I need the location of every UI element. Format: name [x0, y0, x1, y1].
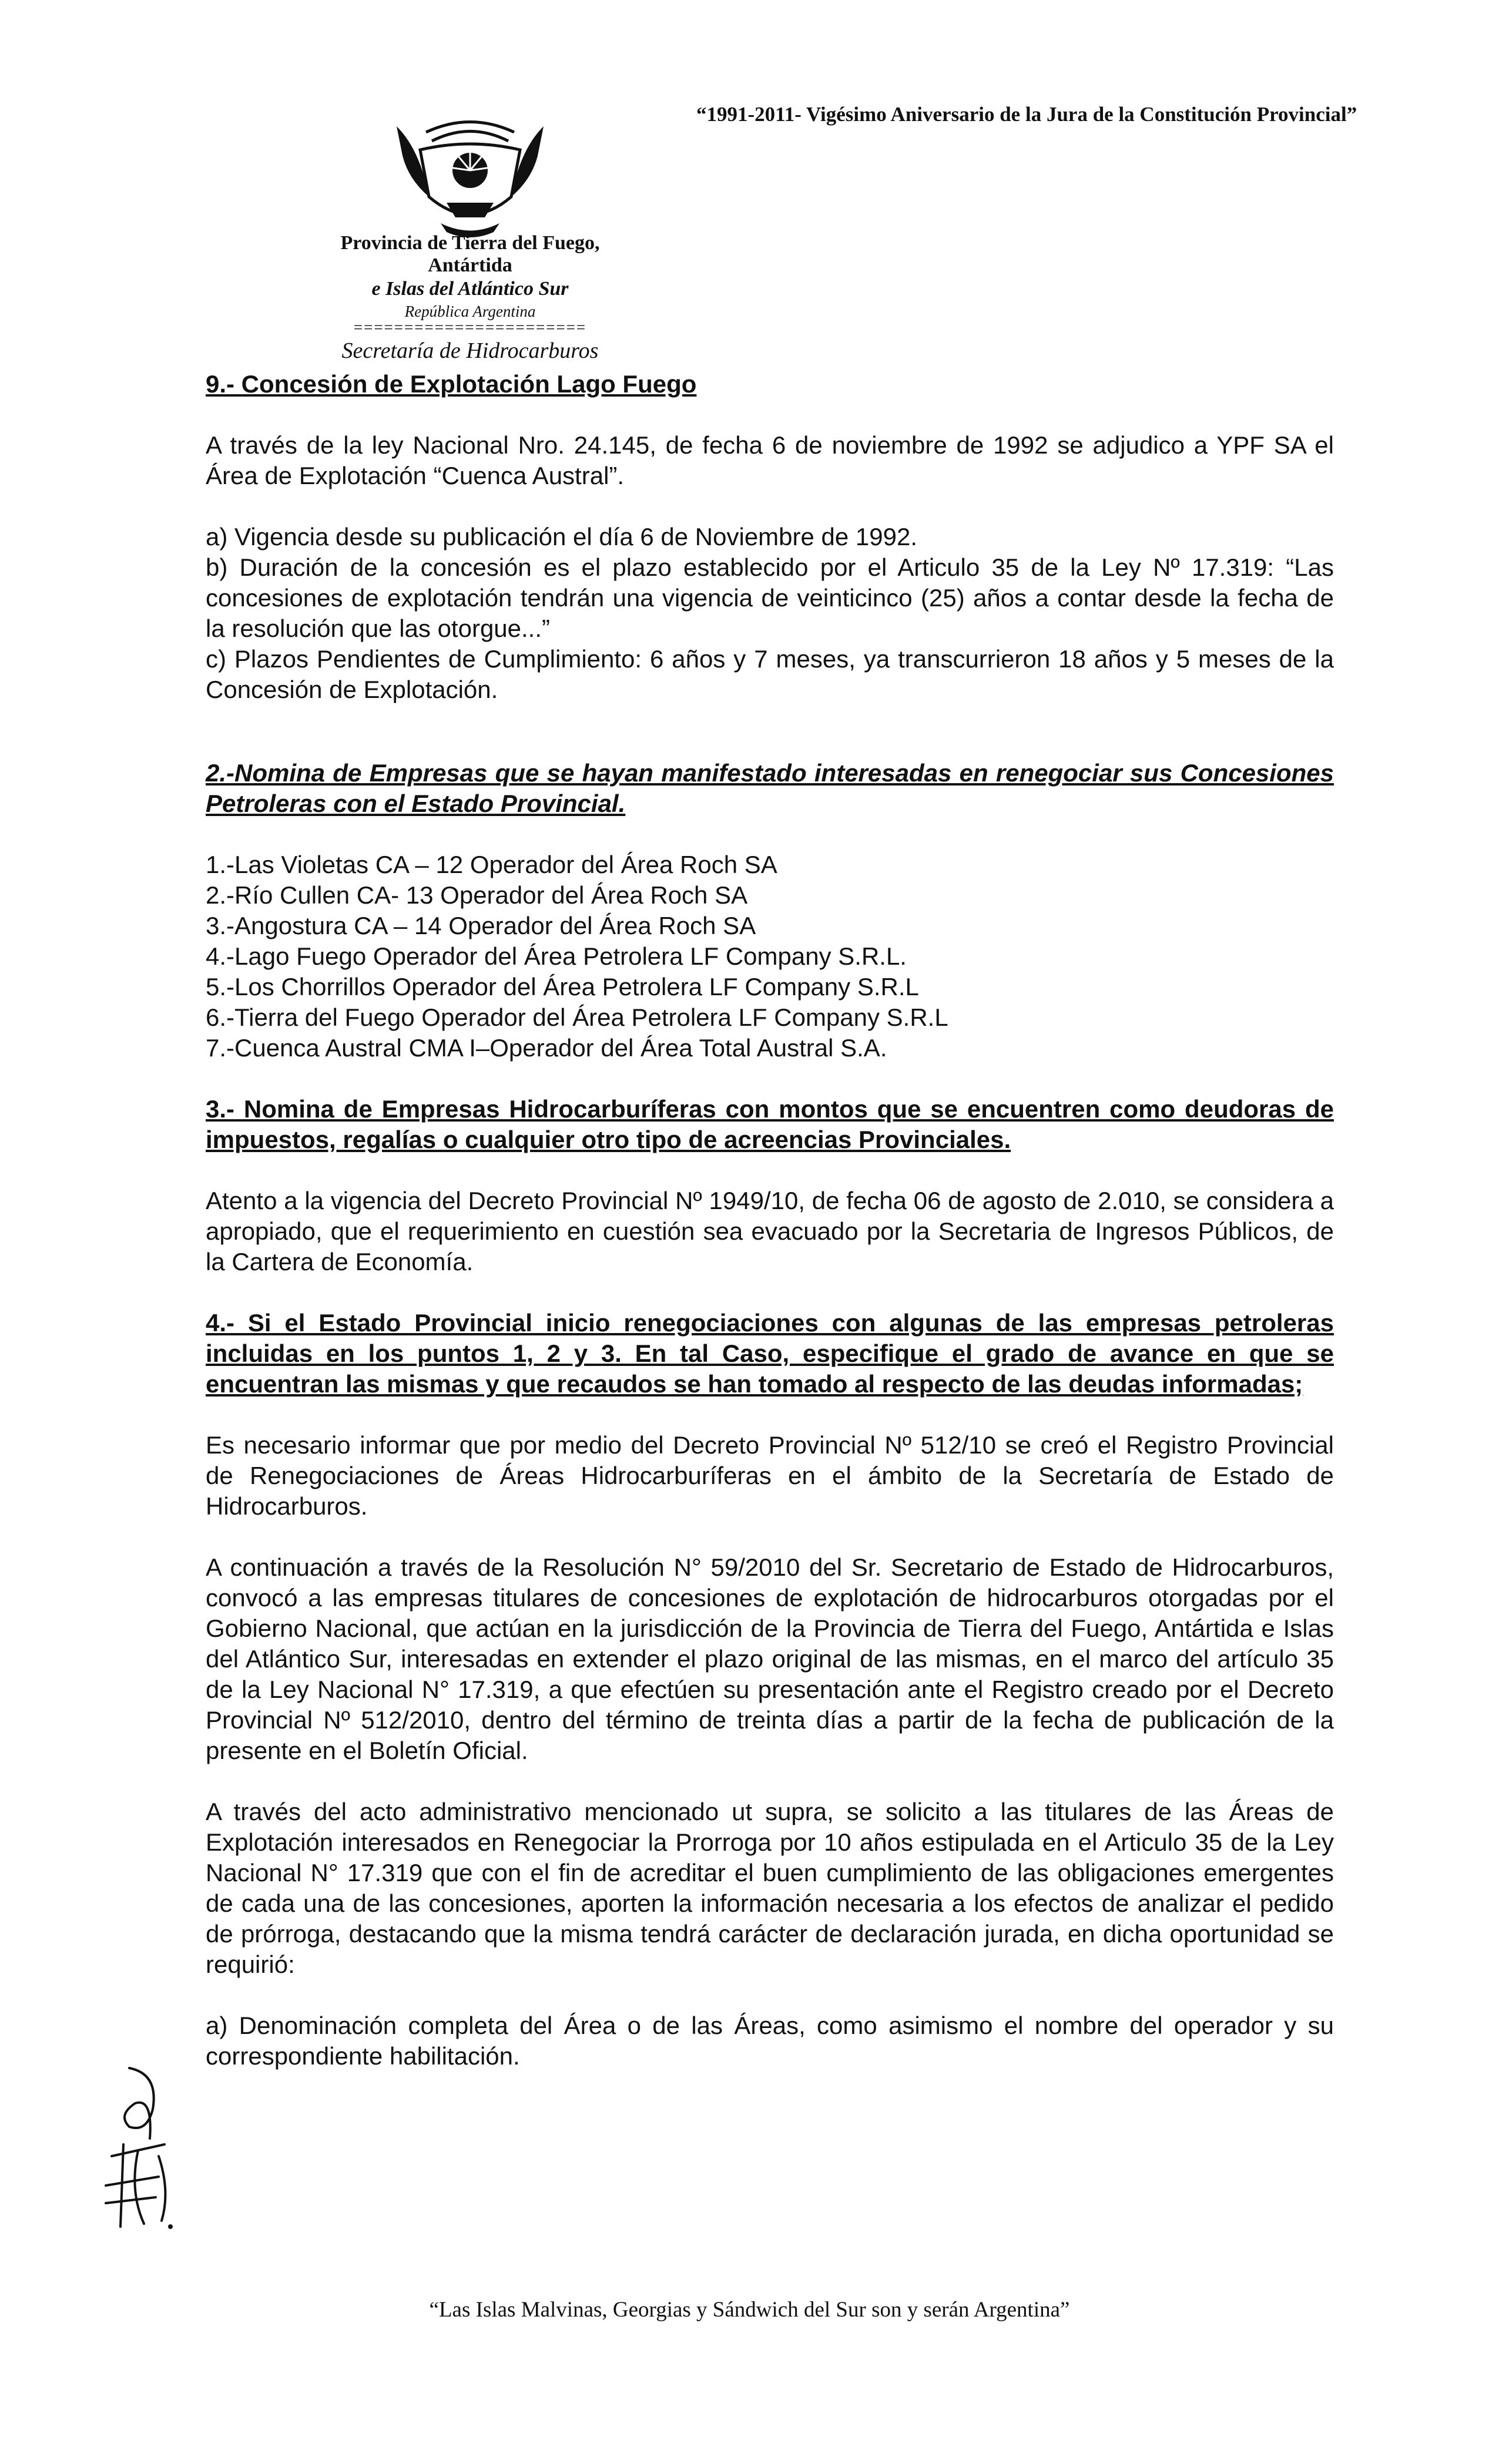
list-item: 1.-Las Violetas CA – 12 Operador del Área Roch SA [206, 851, 777, 878]
letterhead-secretariat: Secretaría de Hidrocarburos [341, 338, 599, 363]
section-3-heading: 3.- Nomina de Empresas Hidrocarburíferas con montos que se encuentren como deudoras de impuestos, regalías o cualquier otro tipo de acreencias Provinciales. [206, 1095, 1334, 1153]
letterhead [306, 232, 635, 364]
section-3-paragraph: Atento a la vigencia del Decreto Provincial Nº 1949/10, de fecha 06 de agosto de 2.010, se considera a apropiado, que el requerimiento en cuestión sea evacuado por la Secretaria de Ingresos Públicos, de la Cartera de Economía. [206, 1187, 1334, 1275]
list-item: 4.-Lago Fuego Operador del Área Petrolera LF Company S.R.L. [206, 942, 907, 970]
handwritten-signature [88, 2056, 176, 2233]
footer-motto: “Las Islas Malvinas, Georgias y Sándwich del Sur son y serán Argentina” [429, 2298, 1070, 2322]
letterhead-province: Provincia de Tierra del Fuego, Antártida [340, 232, 600, 276]
letterhead-country: República Argentina [404, 303, 536, 320]
list-item: 3.-Angostura CA – 14 Operador del Área Roch SA [206, 912, 756, 939]
section-9-paragraph: A través de la ley Nacional Nro. 24.145, de fecha 6 de noviembre de 1992 se adjudico a YPF SA el Área de Explotación “Cuenca Austral”. [206, 431, 1334, 489]
section-4-paragraph-2: A continuación a través de la Resolución N° 59/2010 del Sr. Secretario de Estado de Hidrocarburos, convocó a las empresas titulares de concesiones de explotación de hidrocarburos otorgadas por el Gobierno Nacional, que actúan en la jurisdicción de la Provincia de Tierra del Fuego, Antártida e Islas del Atlántico Sur, interesadas en extender el plazo original de las mismas, en el marco del artículo 35 de la Ley Nacional N° 17.319, a que efectúen su presentación ante el Registro creado por el Decreto Provincial Nº 512/2010, dentro del término de treinta días a partir de la fecha de publicación de la presente en el Boletín Oficial. [206, 1553, 1334, 1764]
list-item: 2.-Río Cullen CA- 13 Operador del Área Roch SA [206, 881, 748, 909]
section-9-item-b: b) Duración de la concesión es el plazo establecido por el Articulo 35 de la Ley Nº 17.319: “Las concesiones de explotación tendrán una vigencia de veinticinco (25) años a contar desde la fecha de la resolución que las otorgue...” [206, 553, 1334, 642]
document-body [206, 369, 1334, 2072]
list-item: 7.-Cuenca Austral CMA I–Operador del Área Total Austral S.A. [206, 1034, 887, 1062]
provincial-seal-icon [385, 115, 555, 241]
section-9-item-a: a) Vigencia desde su publicación el día 6 de Noviembre de 1992. [206, 523, 918, 550]
letterhead-separator: ======================= [353, 318, 587, 336]
section-4-heading: 4.- Si el Estado Provincial inicio renegociaciones con algunas de las empresas petroleras incluidas en los puntos 1, 2 y 3. En tal Caso, especifique el grado de avance en que se encuentran las mismas y que recaudos se han tomado al respecto de las deudas informadas; [206, 1309, 1334, 1398]
section-4-paragraph-1: Es necesario informar que por medio del Decreto Provincial Nº 512/10 se creó el Registro Provincial de Renegociaciones de Áreas Hidrocarburíferas en el ámbito de la Secretaría de Estado de Hidrocarburos. [206, 1431, 1334, 1520]
list-item: 5.-Los Chorrillos Operador del Área Petrolera LF Company S.R.L [206, 973, 919, 1001]
section-9-item-c: c) Plazos Pendientes de Cumplimiento: 6 años y 7 meses, ya transcurrieron 18 años y 5 meses de la Concesión de Explotación. [206, 645, 1334, 703]
letterhead-islands: e Islas del Atlántico Sur [371, 278, 569, 300]
list-item: 6.-Tierra del Fuego Operador del Área Petrolera LF Company S.R.L [206, 1003, 948, 1031]
section-2-heading: 2.-Nomina de Empresas que se hayan manifestado interesadas en renegociar sus Concesiones Petroleras con el Estado Provincial. [206, 759, 1334, 817]
section-4-item-a: a) Denominación completa del Área o de las Áreas, como asimismo el nombre del operador y su correspondiente habilitación. [206, 2012, 1334, 2070]
header-motto: “1991-2011- Vigésimo Aniversario de la Jura de la Constitución Provincial” [696, 103, 1357, 126]
section-9-heading: 9.- Concesión de Explotación Lago Fuego [206, 370, 697, 398]
section-4-paragraph-3: A través del acto administrativo mencionado ut supra, se solicito a las titulares de las Áreas de Explotación interesados en Renegociar la Prorroga por 10 años estipulada en el Articulo 35 de la Ley Nacional N° 17.319 que con el fin de acreditar el buen cumplimiento de las obligaciones emergentes de cada una de las concesiones, aporten la información necesaria a los efectos de analizar el pedido de prórroga, destacando que la misma tendrá carácter de declaración jurada, en dicha oportunidad se requirió: [206, 1798, 1334, 1978]
